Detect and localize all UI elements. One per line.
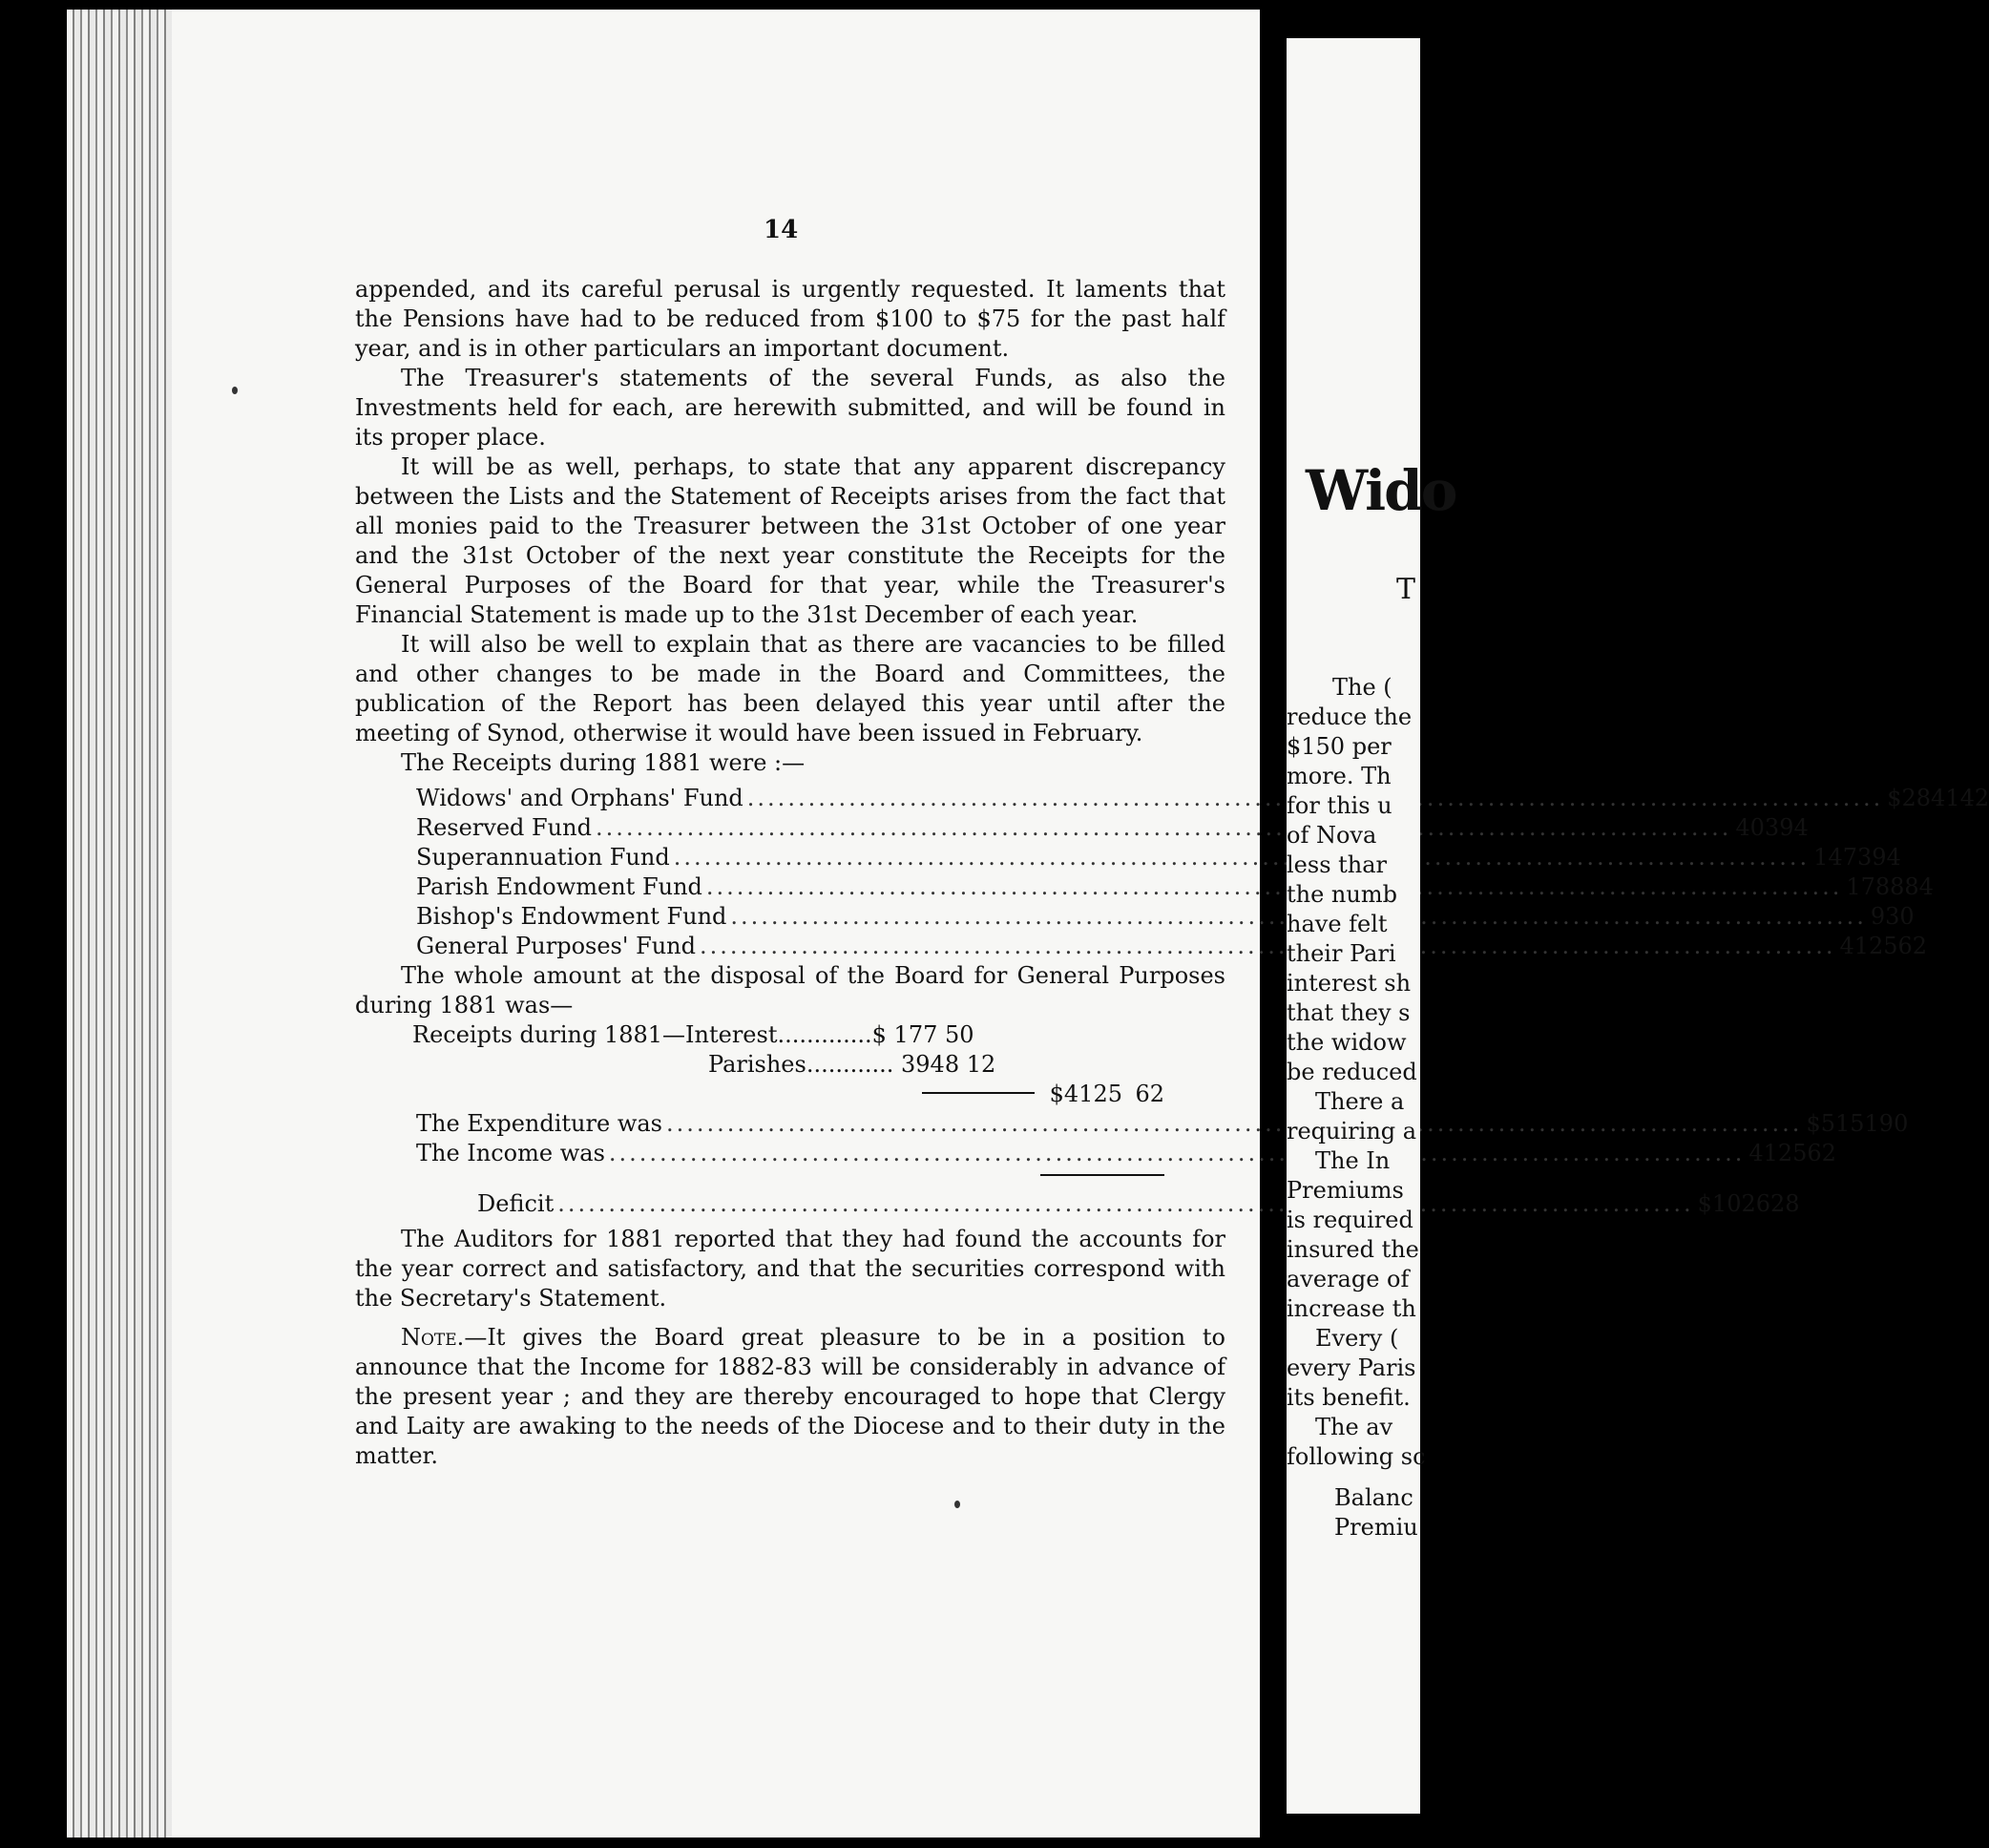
page-edges [67,10,172,1838]
fund-cents: 62 [1897,933,1928,959]
right-line: the numb [1287,881,1397,908]
paragraph-auditors: The Auditors for 1881 reported that they had found the accounts for the year correct and satisfactory, and that the securities correspond with the Secretary's Statement. [355,1226,1225,1312]
right-line: The ( [1332,674,1392,701]
ink-speck [232,387,238,394]
note-label: Note. [401,1324,465,1351]
summary-label: The Income was [416,1140,605,1166]
general-purposes-breakdown: Receipts during 1881—Interest.............$ 177 50 Parishes............ 3948 12 [412,1021,996,1078]
right-line: of Nova [1287,822,1377,849]
right-line: Premiu [1334,1514,1418,1541]
right-line: every Paris [1287,1354,1416,1381]
summary-cents: 90 [1878,1110,1909,1137]
interest-label: Receipts during 1881—Interest [412,1021,778,1048]
paragraph-treasurer-statements: The Treasurer's statements of the several Funds, as also the Investments held for each, are herewith submitted, and will be found in its proper place. [355,365,1225,451]
page-number: 14 [764,216,799,244]
summary-dollars: 4125 [1748,1140,1808,1166]
right-line: less thar [1287,851,1388,878]
right-line: for this u [1287,792,1392,819]
parishes-label: Parishes [708,1051,806,1078]
right-line: its benefit. [1287,1384,1411,1411]
right-page [1287,38,1456,1814]
parishes-value: 3948 12 [901,1051,996,1078]
fund-cents: 84 [1904,873,1934,900]
right-line: be reduced [1287,1059,1417,1085]
right-page-subheading: T [1396,573,1416,606]
receipts-heading: The Receipts during 1881 were :— [401,749,806,776]
right-line: the widow [1287,1029,1407,1056]
right-line: following sc [1287,1443,1426,1470]
note-text: —It gives the Board great pleasure to be in a position to announce that the Income for 1882-83 will be considerably in advance of the present year ; and they are thereby encouraged to hope that Clergy and Laity are awaking to the needs of the Diocese and to their duty in the matter. [355,1324,1225,1469]
right-page-text [1287,674,1426,1544]
summary-label: The Expenditure was [416,1110,662,1137]
paragraph-general-purposes: The whole amount at the disposal of the Board for General Purposes during 1881 was— [355,962,1225,1018]
fund-cents: 30 [1885,903,1915,930]
right-line: The In [1315,1147,1391,1174]
ledger-row [416,1139,1836,1168]
right-line: Every ( [1315,1325,1399,1352]
fund-dollars: 9 [1870,903,1886,930]
right-line: interest sh [1287,970,1412,997]
fund-dollars: 4125 [1839,933,1898,959]
right-line: requiring a [1287,1118,1417,1144]
right-line: is required [1287,1207,1413,1233]
total-dollars: $4125 [1049,1081,1122,1107]
right-line: $150 per [1287,733,1392,760]
right-line: reduce the [1287,704,1413,730]
fund-cents: 94 [1779,814,1809,841]
right-line: that they s [1287,999,1411,1026]
fund-label: Reserved Fund [416,814,592,841]
general-purposes-total [412,1080,1164,1109]
fund-label: Superannuation Fund [416,844,670,871]
fund-dollars: 1788 [1846,873,1905,900]
fund-cents: 94 [1872,844,1901,871]
fund-label: Widows' and Orphans' Fund [416,785,743,811]
right-line: more. Th [1287,763,1392,789]
right-line: There a [1315,1088,1405,1115]
fund-label: Parish Endowment Fund [416,873,702,900]
right-line: average of [1287,1266,1410,1292]
right-line: increase th [1287,1295,1416,1322]
paragraph-note [355,1323,1225,1471]
ink-speck [954,1501,960,1508]
right-line: their Pari [1287,940,1396,967]
right-line: insured the [1287,1236,1419,1263]
fund-cents: 42 [1959,785,1989,811]
deficit-rule [1040,1174,1164,1189]
summary-cents: 62 [1807,1140,1836,1166]
deficit-cents: 28 [1770,1190,1800,1217]
fund-label: General Purposes' Fund [416,933,697,959]
right-line: have felt [1287,911,1388,937]
right-page-heading: Wido [1306,458,1456,523]
deficit-dollars: $1026 [1697,1190,1771,1217]
paragraph-discrepancy: It will be as well, perhaps, to state that any apparent discrepancy between the Lists and the Statement of Receipts arises from the fact that all monies paid to the Treasurer between the 31st October of one year and the 31st October of the next year constitute the Receipts for the General Purposes of the Board for that year, while the Treasurer's Financial Statement is made up to the 31st December of each year. [355,453,1225,628]
summary-dollars: $5151 [1806,1110,1879,1137]
fund-label: Bishop's Endowment Fund [416,903,727,930]
fund-dollars: $2841 [1887,785,1960,811]
paragraph-appended: appended, and its careful perusal is urgently requested. It laments that the Pensions have had to be reduced from $100 to $75 for the past half year, and is in other particulars an important document. [355,276,1225,362]
deficit-label: Deficit [477,1190,555,1217]
fund-dollars: 1473 [1813,844,1873,871]
right-line: Balanc [1334,1484,1413,1511]
right-line: The av [1315,1414,1393,1440]
paragraph-report-delay: It will also be well to explain that as there are vacancies to be filled and other changes to be made in the Board and Committees, the publication of the Report has been delayed this year until after the meeting of Synod, otherwise it would have been issued in February. [355,631,1225,746]
total-cents: 62 [1135,1081,1164,1107]
interest-value: $ 177 50 [871,1021,974,1048]
right-line: Premiums [1287,1177,1404,1204]
fund-dollars: 403 [1735,814,1780,841]
